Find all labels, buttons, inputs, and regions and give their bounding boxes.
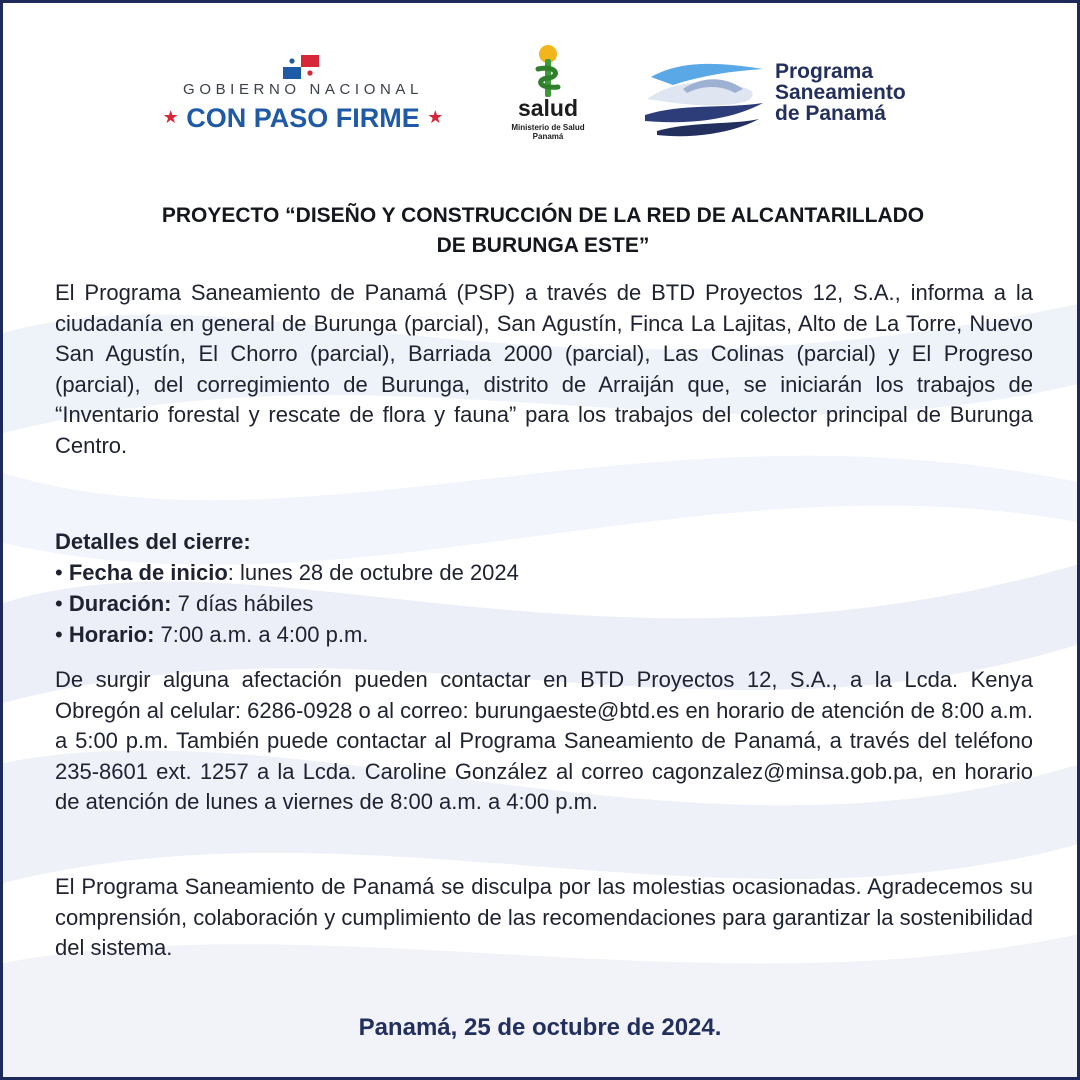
asclepius-snake-icon (528, 45, 568, 99)
closure-details (55, 526, 1033, 650)
dolphin-wave-icon (643, 59, 767, 139)
detail-value: 7 días hábiles (171, 591, 314, 616)
programa-saneamiento-logo (643, 55, 963, 145)
gobierno-nacional-logo (143, 51, 463, 141)
detail-item-duration (55, 588, 1033, 619)
project-title-line: PROYECTO “DISEÑO Y CONSTRUCCIÓN DE LA RED DE ALCANTARILLADO (161, 204, 925, 227)
psp-line: Programa (775, 60, 874, 83)
salud-subtitle-line: Ministerio de Salud (511, 123, 585, 132)
salud-subtitle-line: Panamá (532, 132, 564, 141)
con-paso-firme-text (143, 103, 463, 134)
star-icon: ★ (427, 107, 444, 127)
project-title-line: DE BURUNGA ESTE” (436, 234, 650, 257)
star-icon: ★ (162, 107, 179, 127)
contact-paragraph: De surgir alguna afectación pueden contactar en BTD Proyectos 12, S.A., a la Lcda. Kenya Obregón al celular: 6286-0928 o al correo: burungaeste@btd.es en horario de atención de 8:00 a.m. a 5:00 p.m. También puede contactar al Programa Saneamiento de Panamá, a través del teléfono 235-8601 ext. 1257 a la Lcda. Caroline González al correo cagonzalez@minsa.gob.pa, en horario de atención de lunes a viernes de 8:00 a.m. a 4:00 p.m. (55, 667, 1033, 815)
detail-value: : lunes 28 de octubre de 2024 (227, 560, 519, 585)
gobierno-nacional-text: GOBIERNO NACIONAL (183, 81, 423, 98)
detail-label: Horario: (68, 622, 155, 647)
intro-paragraph: El Programa Saneamiento de Panamá (PSP) a través de BTD Proyectos 12, S.A., informa a la ciudadanía en general de Burunga (parcial), San Agustín, Finca La Lajitas, Alto de La Torre, Nuevo San Agustín, El Chorro (parcial), Barriada 2000 (parcial), Las Colinas (parcial) y El Progreso (parcial), del corregimiento de Burunga, distrito de Arraiján que, se iniciarán los trabajos de “Inventario forestal y rescate de flora y fauna” para los trabajos del colector principal de Burunga Centro. (55, 280, 1033, 458)
detail-item-schedule (55, 619, 1033, 650)
bullet: • (55, 622, 69, 647)
panama-flag-icon (283, 55, 319, 79)
detail-label: Duración: (68, 591, 172, 616)
psp-line: Saneamiento (775, 81, 906, 104)
programa-saneamiento-text (775, 61, 975, 124)
bullet: • (55, 560, 69, 585)
apology-paragraph: El Programa Saneamiento de Panamá se disculpa por las molestias ocasionadas. Agradecemos su comprensión, colaboración y cumplimiento de las recomendaciones para garantizar la sostenibilidad del sistema. (55, 874, 1033, 961)
bullet: • (55, 591, 69, 616)
date-footer: Panamá, 25 de octubre de 2024. (358, 1014, 722, 1041)
salud-wordmark: salud (517, 95, 579, 121)
detail-label: Fecha de inicio (68, 560, 228, 585)
psp-line: de Panamá (775, 102, 886, 125)
detail-item-start-date (55, 557, 1033, 588)
salud-subtitle (503, 123, 593, 141)
closure-details-title: Detalles del cierre: (55, 529, 251, 554)
con-paso-firme-label: CON PASO FIRME (186, 103, 420, 133)
project-title (63, 201, 1023, 261)
detail-value: 7:00 a.m. a 4:00 p.m. (154, 622, 369, 647)
minsa-salud-logo (503, 45, 593, 145)
